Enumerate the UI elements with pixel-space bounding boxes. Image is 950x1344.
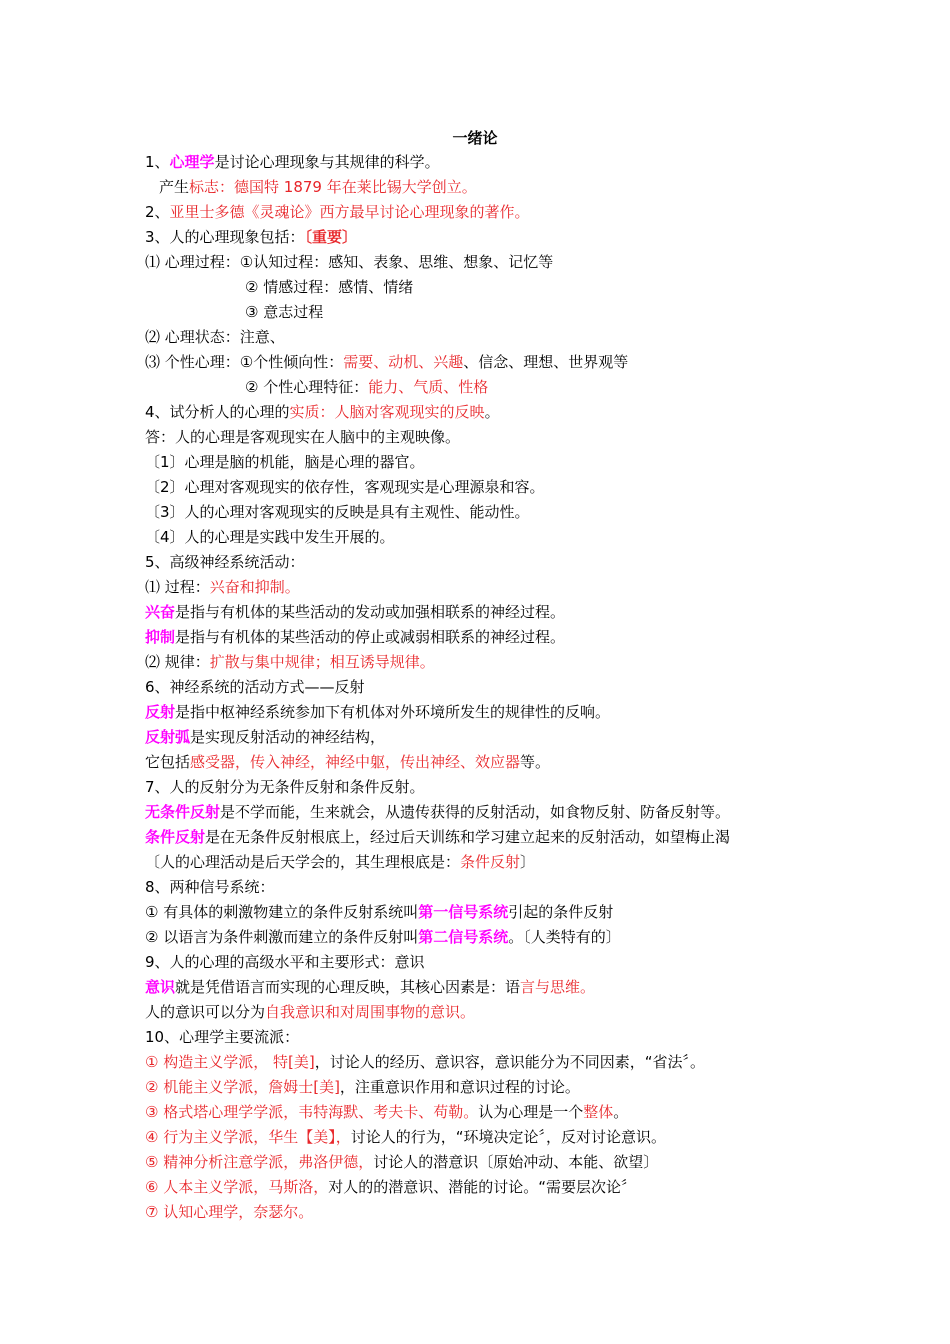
highlighted-text: 特[美] <box>268 1053 315 1071</box>
text-line <box>145 1052 705 1072</box>
text-line <box>145 1127 666 1147</box>
text-line <box>145 452 425 472</box>
line-text: ⑵ 规律： <box>145 653 210 671</box>
page-title: 一绪论 <box>452 129 498 147</box>
line-text: 7、人的反射分为无条件反射和条件反射。 <box>145 778 425 796</box>
line-text: ⑴ 过程： <box>145 578 210 596</box>
text-line <box>145 252 553 272</box>
line-text: 认为心理是一个 <box>478 1103 584 1121</box>
line-text: ⑶ 个性心理：①个性倾向性： <box>145 353 344 371</box>
text-line <box>145 952 425 972</box>
text-line <box>145 527 395 547</box>
text-line <box>145 552 305 572</box>
text-line <box>145 852 535 872</box>
line-text: 9、人的心理的高级水平和主要形式：意识 <box>145 953 425 971</box>
highlighted-text: 能力、气质、性格 <box>368 378 489 396</box>
text-line <box>145 677 365 697</box>
highlighted-text: ⑥ 人本主义学派，马斯洛， <box>145 1178 329 1196</box>
text-line <box>145 577 300 597</box>
text-line <box>145 877 275 897</box>
highlighted-text: ① 构造主义学派， <box>145 1053 269 1071</box>
line-text: 。 <box>484 403 500 421</box>
key-term: 心理学 <box>169 153 215 171</box>
highlighted-text: 兴奋和抑制。 <box>209 578 300 596</box>
line-text: 它包括 <box>145 753 191 771</box>
line-text: 是不学而能，生来就会，从遗传获得的反射活动，如食物反射、防备反射等。 <box>220 803 731 821</box>
text-line <box>145 327 285 347</box>
text-line <box>145 152 440 172</box>
line-text: 是指中枢神经系统参加下有机体对外环境所发生的规律性的反响。 <box>175 703 611 721</box>
line-text: ② 情感过程：感情、情绪 <box>245 278 414 296</box>
text-line <box>145 777 425 797</box>
line-text: 10、心理学主要流派： <box>145 1028 300 1046</box>
line-text: 〔人的心理活动是后天学会的，其生理根底是： <box>145 853 461 871</box>
line-text: 4、试分析人的心理的 <box>145 403 290 421</box>
line-text: 是在无条件反射根底上，经过后天训练和学习建立起来的反射活动，如望梅止渴 <box>205 828 731 846</box>
highlighted-text: 实质：人脑对客观现实的反映 <box>289 403 485 421</box>
line-text: 2、 <box>145 203 170 221</box>
text-line <box>145 802 730 822</box>
line-text: ① 有具体的刺激物建立的条件反射系统叫 <box>145 903 419 921</box>
text-line <box>145 1202 313 1222</box>
text-line <box>245 277 413 297</box>
text-line <box>145 1152 658 1172</box>
highlighted-text: 整体 <box>583 1103 614 1121</box>
text-line <box>145 1177 636 1197</box>
line-text: 8、两种信号系统： <box>145 878 275 896</box>
line-text: ⑵ 心理状态：注意、 <box>145 328 285 346</box>
highlighted-text: 需要、动机、兴趣 <box>343 353 464 371</box>
highlighted-text: 自我意识和对周围事物的意识。 <box>265 1003 476 1021</box>
text-line <box>145 702 610 722</box>
text-line <box>145 727 385 747</box>
line-text: 〔1〕心理是脑的机能，脑是心理的器官。 <box>145 453 425 471</box>
line-text: 讨论人的潜意识〔原始冲动、本能、欲望〕 <box>373 1153 659 1171</box>
line-text: ，讨论人的经历、意识容，意识能分为不同因素，“省法〞。 <box>314 1053 705 1071</box>
line-text: 对人的的潜意识、潜能的讨论。“需要层次论〞 <box>328 1178 636 1196</box>
key-term: 反射弧 <box>145 728 191 746</box>
key-term: 意识 <box>145 978 176 996</box>
line-text: 就是凭借语言而实现的心理反映，其核心因素是：语 <box>175 978 521 996</box>
line-text: 是指与有机体的某些活动的发动或加强相联系的神经过程。 <box>175 603 566 621</box>
text-line <box>145 1102 628 1122</box>
line-text: 是实现反射活动的神经结构， <box>190 728 386 746</box>
line-text: 等。 <box>520 753 551 771</box>
text-line <box>145 902 613 922</box>
line-text: 3、人的心理现象包括： <box>145 228 305 246</box>
line-text: 〔2〕心理对客观现实的依存性，客观现实是心理源泉和容。 <box>145 478 545 496</box>
text-line <box>145 827 730 847</box>
line-text: ② 以语言为条件刺激而建立的条件反射叫 <box>145 928 419 946</box>
text-line <box>145 402 500 422</box>
line-text: 是讨论心理现象与其规律的科学。 <box>214 153 440 171</box>
highlighted-text: ③ 格式塔心理学学派，韦特海默、考夫卡、苟勒。 <box>145 1103 479 1121</box>
line-text: 6、神经系统的活动方式——反射 <box>145 678 365 696</box>
text-line <box>145 352 628 372</box>
highlighted-text: 〔重要〕 <box>304 228 358 246</box>
line-text: ② 个性心理特征： <box>245 378 369 396</box>
highlighted-text: ② 机能主义学派，詹姆士[美] <box>145 1078 340 1096</box>
key-term: 反射 <box>145 703 176 721</box>
line-text: 。 <box>613 1103 629 1121</box>
line-text: ，注重意识作用和意识过程的讨论。 <box>339 1078 580 1096</box>
line-text: ⑴ 心理过程：①认知过程：感知、表象、思维、想象、记忆等 <box>145 253 554 271</box>
key-term: 第一信号系统 <box>418 903 509 921</box>
text-line <box>159 177 477 197</box>
text-line <box>145 1077 580 1097</box>
key-term: 抑制 <box>145 628 176 646</box>
line-text: 讨论人的行为，“环境决定论〞，反对讨论意识。 <box>350 1128 666 1146</box>
highlighted-text: ⑤ 精神分析注意学派，弗洛伊德， <box>145 1153 374 1171</box>
line-text: 产生 <box>159 178 190 196</box>
key-term: 兴奋 <box>145 603 176 621</box>
highlighted-text: 亚里士多德《灵魂论》西方最早讨论心理现象的著作。 <box>169 203 530 221</box>
highlighted-text: ④ 行为主义学派，华生【美】， <box>145 1128 351 1146</box>
text-line <box>145 477 545 497</box>
highlighted-text: 言与思维。 <box>520 978 596 996</box>
line-text: 1、 <box>145 153 170 171</box>
line-text: 是指与有机体的某些活动的停止或减弱相联系的神经过程。 <box>175 628 566 646</box>
text-line <box>145 202 530 222</box>
line-text: ③ 意志过程 <box>245 303 324 321</box>
text-line <box>145 927 621 947</box>
highlighted-text: 扩散与集中规律；相互诱导规律。 <box>209 653 435 671</box>
text-line <box>145 227 357 247</box>
line-text: 5、高级神经系统活动： <box>145 553 305 571</box>
highlighted-text: 感受器，传入神经，神经中躯，传出神经、效应器 <box>190 753 521 771</box>
text-line <box>245 302 323 322</box>
line-text: 。〔人类特有的〕 <box>508 928 621 946</box>
text-line <box>145 602 565 622</box>
line-text: 〔3〕人的心理对客观现实的反映是具有主观性、能动性。 <box>145 503 530 521</box>
line-text: 〕 <box>520 853 536 871</box>
text-line <box>245 377 488 397</box>
highlighted-text: ⑦ 认知心理学，奈瑟尔。 <box>145 1203 314 1221</box>
text-line <box>145 502 530 522</box>
text-line <box>145 652 435 672</box>
highlighted-text: 条件反射 <box>460 853 521 871</box>
line-text: 答：人的心理是客观现实在人脑中的主观映像。 <box>145 428 461 446</box>
key-term: 第二信号系统 <box>418 928 509 946</box>
text-line <box>145 977 595 997</box>
text-line <box>145 1002 475 1022</box>
text-line <box>145 627 565 647</box>
highlighted-text: 标志：德国特 1879 年在莱比锡大学创立。 <box>189 178 477 196</box>
key-term: 条件反射 <box>145 828 206 846</box>
line-text: 、信念、理想、世界观等 <box>463 353 629 371</box>
text-line <box>145 1027 299 1047</box>
line-text: 引起的条件反射 <box>508 903 614 921</box>
text-line <box>145 427 460 447</box>
key-term: 无条件反射 <box>145 803 221 821</box>
line-text: 人的意识可以分为 <box>145 1003 266 1021</box>
line-text: 〔4〕人的心理是实践中发生开展的。 <box>145 528 395 546</box>
text-line <box>145 752 550 772</box>
